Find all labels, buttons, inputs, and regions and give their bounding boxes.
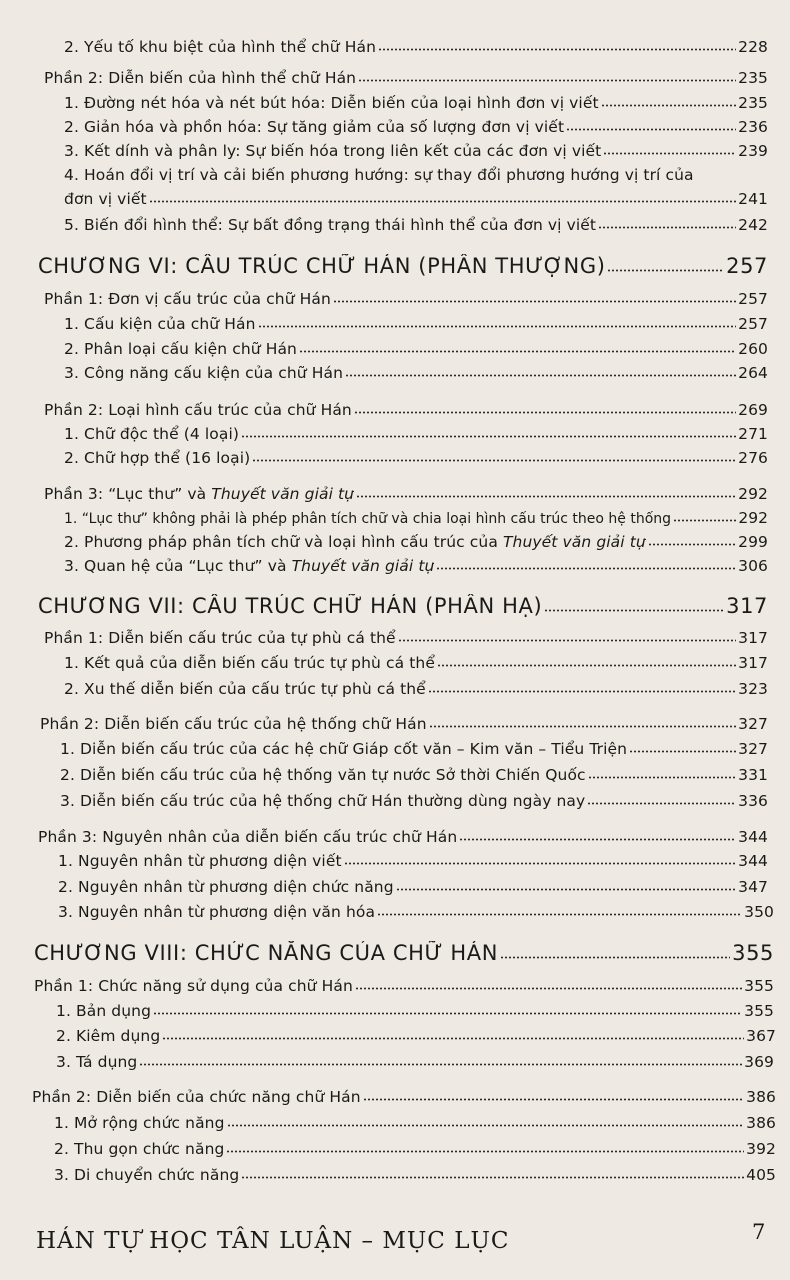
dot-leader (345, 374, 736, 377)
toc-chapter-page: 355 (732, 941, 774, 965)
toc-entry-title: 3. Nguyên nhân từ phương diện văn hóa (58, 903, 376, 921)
toc-chapter (38, 588, 768, 618)
toc-chapter-title: CHƯƠNG VI: CẤU TRÚC CHỮ HÁN (PHẦN THƯỢNG) (38, 254, 606, 278)
toc-section-title: Phần 2: Diễn biến của chức năng chữ Hán (32, 1088, 361, 1106)
toc-entry (64, 419, 768, 443)
toc-section (44, 623, 768, 647)
toc-section-page: 327 (738, 715, 768, 733)
toc-entry-page: 344 (738, 852, 768, 870)
toc-entry-page: 392 (746, 1140, 776, 1158)
toc-entry-page: 306 (738, 557, 768, 575)
toc-entry (54, 1108, 776, 1132)
toc-section-title: Phần 3: Nguyên nhân của diễn biến cấu trúc chữ Hán (38, 828, 458, 846)
dot-leader (629, 750, 736, 753)
dot-leader (396, 888, 736, 891)
dot-leader (333, 300, 736, 303)
toc-entry (64, 88, 768, 112)
toc-entry (56, 996, 774, 1020)
toc-entry (60, 786, 768, 810)
toc-entry (56, 1021, 776, 1045)
toc-entry-page: 260 (738, 340, 768, 358)
dot-leader (601, 104, 736, 107)
toc-entry (56, 1047, 774, 1071)
toc-entry-page: 323 (738, 680, 768, 698)
toc-entry (54, 1134, 776, 1158)
toc-entry-page: 350 (744, 903, 774, 921)
toc-entry-title: 3. Tá dụng (56, 1053, 138, 1071)
dot-leader (162, 1037, 744, 1040)
toc-entry (64, 358, 768, 382)
dot-leader (299, 350, 736, 353)
toc-entry-line1 (64, 160, 768, 184)
dot-leader (252, 459, 736, 462)
toc-entry-page: 236 (738, 118, 768, 136)
toc-entry-title: 3. Kết dính và phân ly: Sự biến hóa trong liên kết của các đơn vị viết (64, 142, 602, 160)
toc-section-title: Phần 2: Diễn biến của hình thể chữ Hán (44, 69, 357, 87)
dot-leader (153, 1012, 742, 1015)
toc-entry-title: 2. Thu gọn chức năng (54, 1140, 225, 1158)
dot-leader (344, 862, 736, 865)
dot-leader (139, 1063, 742, 1066)
dot-leader (149, 200, 736, 203)
toc-entry-title: 1. Chữ độc thể (4 loại) (64, 425, 240, 443)
toc-section (32, 1082, 776, 1106)
toc-entry-title: 2. Nguyên nhân từ phương diện chức năng (58, 878, 394, 896)
toc-section-title: Phần 1: Đơn vị cấu trúc của chữ Hán (44, 290, 331, 308)
toc-entry (64, 309, 768, 333)
dot-leader (398, 639, 736, 642)
toc-section-title: Phần 1: Chức năng sử dụng của chữ Hán (34, 977, 353, 995)
toc-entry-title: 3. Diễn biến cấu trúc của hệ thống chữ Hán thường dùng ngày nay (60, 792, 586, 810)
toc-entry-page: 235 (738, 94, 768, 112)
toc-section (44, 284, 768, 308)
toc-entry-title: 1. Bản dụng (56, 1002, 152, 1020)
toc-chapter (38, 248, 768, 278)
toc-entry-page: 292 (738, 509, 768, 527)
toc-entry-title: 1. Cấu kiện của chữ Hán (64, 315, 256, 333)
toc-entry-page: 317 (738, 654, 768, 672)
toc-section-page: 317 (738, 629, 768, 647)
toc-entry (64, 674, 768, 698)
dot-leader (354, 411, 736, 414)
dot-leader (544, 609, 724, 612)
toc-entry-page: 367 (746, 1027, 776, 1045)
toc-section (40, 709, 768, 733)
dot-leader (377, 913, 742, 916)
toc-entry (64, 32, 768, 56)
dot-leader (673, 519, 736, 522)
toc-chapter-page: 317 (726, 594, 768, 618)
toc-section-page: 355 (744, 977, 774, 995)
toc-entry-title: 2. Giản hóa và phồn hóa: Sự tăng giảm của số lượng đơn vị viết (64, 118, 565, 136)
dot-leader (258, 325, 737, 328)
toc-entry-title: 2. Xu thế diễn biến của cấu trúc tự phù cá thể (64, 680, 426, 698)
toc-entry-page: 257 (738, 315, 768, 333)
toc-entry-title: 1. Đường nét hóa và nét bút hóa: Diễn biến của loại hình đơn vị viết (64, 94, 599, 112)
toc-section (44, 479, 768, 503)
toc-entry (60, 760, 768, 784)
toc-entry-title: 1. “Lục thư” không phải là phép phân tích chữ và chia loại hình cấu trúc theo hệ thống (64, 511, 672, 527)
toc-section-page: 292 (738, 485, 768, 503)
dot-leader (598, 226, 736, 229)
toc-entry (64, 443, 768, 467)
toc-entry-line2 (64, 184, 768, 208)
toc-section (44, 63, 768, 87)
dot-leader (241, 435, 736, 438)
toc-entry-page: 331 (738, 766, 768, 784)
toc-entry (64, 551, 768, 575)
toc-chapter-page: 257 (726, 254, 768, 278)
dot-leader (429, 725, 736, 728)
toc-entry (58, 872, 768, 896)
toc-section (44, 395, 768, 419)
toc-entry-page: 242 (738, 216, 768, 234)
book-title: Thuyết văn giải tự (291, 557, 435, 575)
toc-section (38, 822, 768, 846)
toc-entry-title: 2. Phân loại cấu kiện chữ Hán (64, 340, 297, 358)
dot-leader (241, 1176, 744, 1179)
toc-entry-title-cont: đơn vị viết (64, 190, 147, 208)
toc-entry (64, 648, 768, 672)
toc-entry-title: 2. Phương pháp phân tích chữ và loại hình cấu trúc của Thuyết văn giải tự (64, 533, 646, 551)
toc-section-title: Phần 2: Diễn biến cấu trúc của hệ thống chữ Hán (40, 715, 427, 733)
toc-section-page: 386 (746, 1088, 776, 1106)
toc-section-page: 269 (738, 401, 768, 419)
toc-section-title: Phần 3: “Lục thư” và Thuyết văn giải tự (44, 485, 355, 503)
dot-leader (378, 48, 736, 51)
toc-entry-title: 3. Di chuyển chức năng (54, 1166, 240, 1184)
toc-entry (58, 897, 774, 921)
toc-entry-title: 2. Kiêm dụng (56, 1027, 161, 1045)
toc-entry (64, 334, 768, 358)
toc-entry-page: 355 (744, 1002, 774, 1020)
toc-chapter (34, 935, 774, 965)
toc-entry (64, 503, 768, 527)
toc-entry-title: 3. Quan hệ của “Lục thư” và Thuyết văn giải tự (64, 557, 435, 575)
toc-entry (64, 136, 768, 160)
toc-entry-title: 4. Hoán đổi vị trí và cải biến phương hướng: sự thay đổi phương hướng vị trí của (64, 166, 694, 184)
toc-entry-page: 299 (738, 533, 768, 551)
page-number: 7 (752, 1220, 766, 1244)
dot-leader (587, 802, 736, 805)
toc-entry-page: 336 (738, 792, 768, 810)
toc-entry-title: 2. Yếu tố khu biệt của hình thể chữ Hán (64, 38, 377, 56)
toc-chapter-title: CHƯƠNG VII: CẤU TRÚC CHỮ HÁN (PHẦN HẠ) (38, 594, 543, 618)
dot-leader (226, 1150, 744, 1153)
toc-entry (60, 734, 768, 758)
toc-entry (58, 846, 768, 870)
toc-entry-page: 264 (738, 364, 768, 382)
toc-entry (64, 112, 768, 136)
dot-leader (358, 79, 736, 82)
dot-leader (588, 776, 736, 779)
running-footer-title: HÁN TỰ HỌC TÂN LUẬN – MỤC LỤC (36, 1228, 510, 1254)
dot-leader (603, 152, 736, 155)
toc-section-title: Phần 2: Loại hình cấu trúc của chữ Hán (44, 401, 352, 419)
dot-leader (459, 838, 736, 841)
toc-entry-page: 276 (738, 449, 768, 467)
dot-leader (436, 567, 736, 570)
toc-entry-page: 405 (746, 1166, 776, 1184)
toc-entry (64, 210, 768, 234)
toc-entry-page: 239 (738, 142, 768, 160)
toc-entry-title: 1. Diễn biến cấu trúc của các hệ chữ Giáp cốt văn – Kim văn – Tiểu Triện (60, 740, 628, 758)
toc-section (34, 971, 774, 995)
dot-leader (566, 128, 736, 131)
book-title: Thuyết văn giải tự (211, 485, 355, 503)
toc-entry-page: 327 (738, 740, 768, 758)
dot-leader (227, 1124, 745, 1127)
toc-entry (54, 1160, 776, 1184)
toc-entry-title: 1. Kết quả của diễn biến cấu trúc tự phù cá thể (64, 654, 435, 672)
toc-entry-title: 3. Công năng cấu kiện của chữ Hán (64, 364, 344, 382)
dot-leader (607, 269, 724, 272)
book-title: Thuyết văn giải tự (502, 533, 646, 551)
toc-section-page: 344 (738, 828, 768, 846)
dot-leader (363, 1098, 744, 1101)
dot-leader (437, 664, 736, 667)
toc-entry-page: 386 (746, 1114, 776, 1132)
toc-entry-page: 271 (738, 425, 768, 443)
toc-entry (64, 527, 768, 551)
toc-section-page: 235 (738, 69, 768, 87)
dot-leader (355, 987, 742, 990)
toc-entry-title: 2. Diễn biến cấu trúc của hệ thống văn tự nước Sở thời Chiến Quốc (60, 766, 586, 784)
dot-leader (500, 956, 730, 959)
toc-entry-title: 1. Mở rộng chức năng (54, 1114, 225, 1132)
toc-section-title: Phần 1: Diễn biến cấu trúc của tự phù cá thể (44, 629, 396, 647)
toc-entry-title: 5. Biến đổi hình thể: Sự bất đồng trạng thái hình thể của đơn vị viết (64, 216, 597, 234)
toc-entry-page: 347 (738, 878, 768, 896)
dot-leader (428, 690, 736, 693)
toc-entry-page: 228 (738, 38, 768, 56)
toc-entry-title: 1. Nguyên nhân từ phương diện viết (58, 852, 342, 870)
toc-entry-page: 369 (744, 1053, 774, 1071)
toc-entry-page: 241 (738, 190, 768, 208)
toc-entry-title: 2. Chữ hợp thể (16 loại) (64, 449, 251, 467)
dot-leader (356, 495, 736, 498)
toc-chapter-title: CHƯƠNG VIII: CHỨC NĂNG CỦA CHỮ HÁN (34, 941, 499, 965)
toc-section-page: 257 (738, 290, 768, 308)
dot-leader (648, 543, 736, 546)
